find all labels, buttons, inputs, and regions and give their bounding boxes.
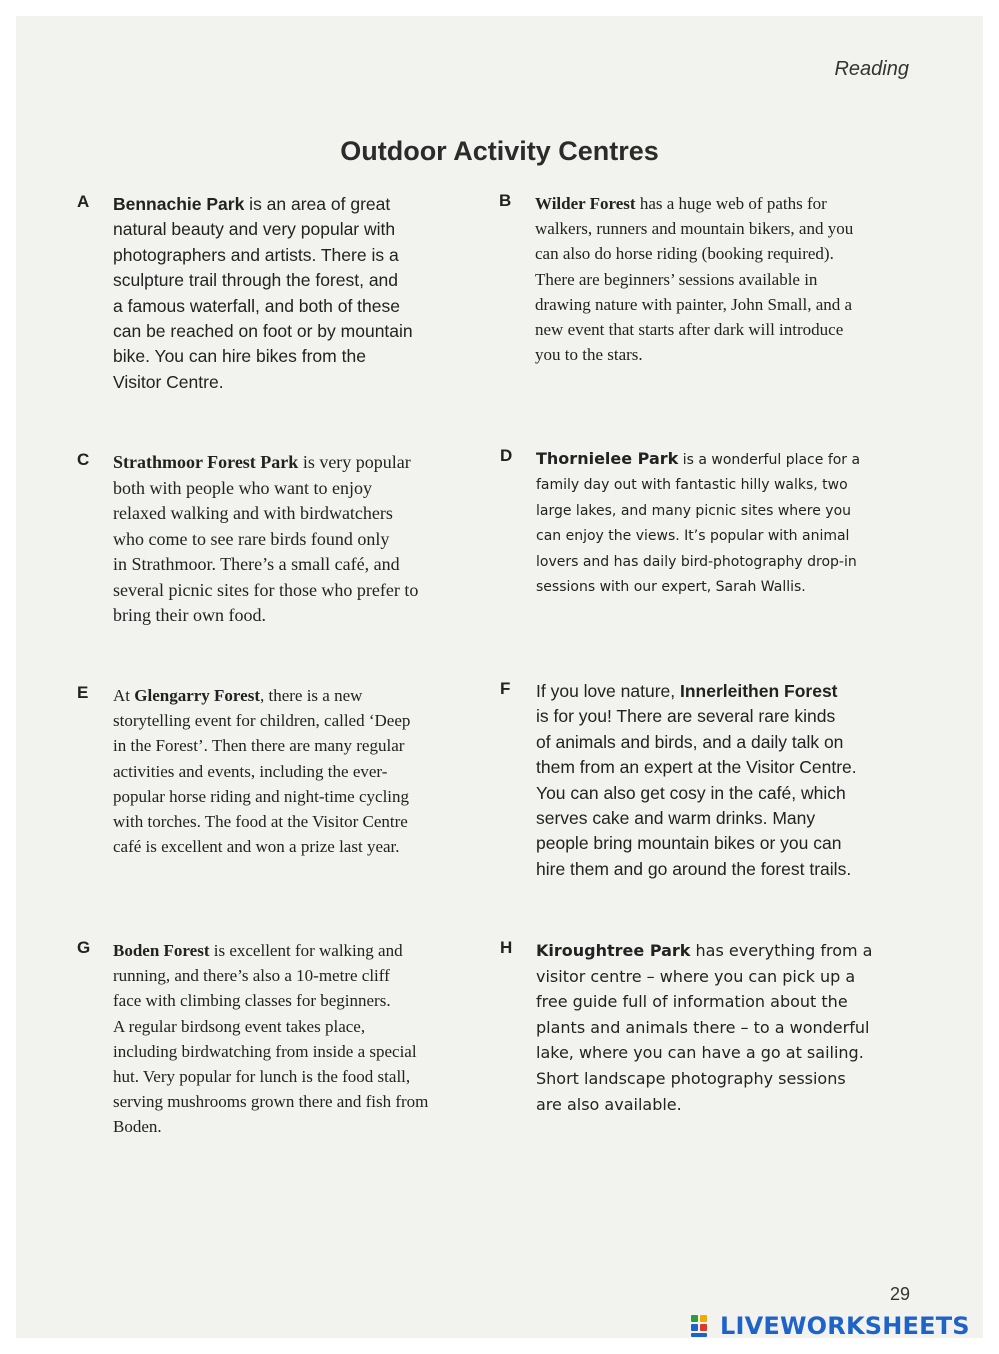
entry-line: sessions with our expert, Sarah Wallis. (536, 579, 806, 596)
entry-text (536, 938, 872, 1117)
entry-line: large lakes, and many picnic sites where you (536, 502, 852, 519)
entry-line: with torches. The food at the Visitor Centre (113, 812, 408, 832)
place-name: Bennachie Park (113, 194, 245, 214)
entry-line: running, and there’s also a 10-metre cliff (113, 966, 390, 986)
entry-line: hut. Very popular for lunch is the food stall, (113, 1067, 411, 1087)
entry-line: natural beauty and very popular with (113, 219, 396, 240)
entry-line: Wilder Forest has a huge web of paths for (535, 194, 827, 213)
entry-line: Boden. (113, 1117, 162, 1137)
entry-line: plants and animals there – to a wonderful (536, 1017, 870, 1037)
entry-line: If you love nature, Innerleithen Forest (536, 681, 838, 701)
place-name: Thornielee Park (536, 449, 679, 468)
entry-line: you to the stars. (535, 345, 643, 365)
entry-b (499, 191, 919, 381)
entry-line: Thornielee Park is a wonderful place for a (536, 449, 861, 468)
entry-line: new event that starts after dark will introduce (535, 320, 844, 340)
entry-line: both with people who want to enjoy (113, 477, 372, 498)
entry-d (500, 446, 920, 616)
entry-letter: H (500, 938, 513, 957)
entry-line: visitor centre – where you can pick up a (536, 966, 856, 986)
entry-line: serves cake and warm drinks. Many (536, 808, 816, 829)
entry-line: popular horse riding and night-time cycling (113, 786, 410, 806)
entry-line: a famous waterfall, and both of these (113, 295, 400, 316)
entry-line: There are beginners’ sessions available in (535, 269, 818, 289)
entry-line: are also available. (536, 1094, 682, 1114)
entry-letter: B (499, 191, 512, 210)
entry-letter: D (500, 446, 513, 465)
entry-line: lake, where you can have a go at sailing. (536, 1043, 864, 1063)
liveworksheets-logo-icon (690, 1313, 716, 1339)
entry-line: serving mushrooms grown there and fish from (113, 1092, 429, 1112)
entry-c (77, 450, 497, 640)
page-title: Outdoor Activity Centres (340, 136, 659, 166)
entry-text (113, 192, 413, 395)
entry-line: bring their own food. (113, 605, 266, 625)
entry-line: can enjoy the views. It’s popular with animal (536, 528, 850, 545)
entry-line: can be reached on foot or by mountain (113, 321, 413, 342)
entry-text (113, 450, 418, 629)
entry-letter: G (77, 938, 91, 957)
entry-line: hire them and go around the forest trails. (536, 858, 852, 879)
section-label: Reading (834, 58, 909, 80)
entry-letter: E (77, 683, 89, 702)
place-name: Strathmoor Forest Park (113, 452, 299, 472)
entry-line: You can also get cosy in the café, which (536, 782, 846, 803)
entry-h (500, 938, 940, 1128)
entry-line: bike. You can hire bikes from the (113, 346, 366, 367)
entry-line: Boden Forest is excellent for walking and (113, 941, 403, 960)
entry-line: sculpture trail through the forest, and (113, 270, 399, 291)
liveworksheets-watermark (690, 1312, 970, 1340)
entry-line: Strathmoor Forest Park is very popular (113, 452, 411, 472)
entry-line: people bring mountain bikes or you can (536, 833, 842, 854)
entry-line: face with climbing classes for beginners. (113, 991, 391, 1011)
place-name: Glengarry Forest (134, 686, 260, 705)
entry-line: Short landscape photography sessions (536, 1068, 846, 1088)
entry-letter: F (500, 679, 511, 698)
entry-line: Kiroughtree Park has everything from a (536, 941, 873, 960)
entry-line: relaxed walking and with birdwatchers (113, 503, 393, 523)
entry-line: lovers and has daily bird-photography drop-in (536, 553, 857, 570)
entry-line: A regular birdsong event takes place, (113, 1016, 366, 1036)
entry-line: can also do horse riding (booking required). (535, 244, 834, 264)
entry-line: including birdwatching from inside a special (113, 1041, 417, 1061)
entry-line: café is excellent and won a prize last year. (113, 837, 400, 857)
worksheet-page (16, 16, 983, 1338)
entry-line: who come to see rare birds found only (113, 528, 390, 549)
entry-text (536, 679, 857, 882)
entry-line: photographers and artists. There is a (113, 244, 399, 265)
entry-line: Visitor Centre. (113, 371, 224, 392)
entry-line: storytelling event for children, called ‘Deep (113, 711, 411, 731)
entry-text (535, 191, 853, 367)
entry-a (77, 192, 497, 402)
entry-line: family day out with fantastic hilly walks, two (536, 477, 848, 494)
entry-text (113, 683, 410, 859)
place-name: Innerleithen Forest (679, 681, 838, 701)
place-name: Wilder Forest (535, 194, 636, 213)
watermark-text: LIVEWORKSHEETS (720, 1312, 970, 1340)
entry-text (113, 938, 428, 1140)
entry-line: them from an expert at the Visitor Centre. (536, 757, 857, 778)
entry-line: free guide full of information about the (536, 992, 848, 1012)
entry-e (77, 683, 497, 873)
entry-letter: C (77, 450, 90, 469)
entry-line: is for you! There are several rare kinds (536, 706, 836, 727)
entry-line: of animals and birds, and a daily talk on (536, 731, 844, 752)
page-number: 29 (890, 1284, 911, 1304)
entry-line: drawing nature with painter, John Small, and a (535, 294, 853, 314)
entry-letter: A (77, 192, 90, 211)
entry-g (77, 938, 507, 1148)
entry-line: Bennachie Park is an area of great (113, 194, 391, 214)
entry-line: in Strathmoor. There’s a small café, and (113, 554, 400, 574)
place-name: Kiroughtree Park (536, 941, 691, 960)
entry-line: several picnic sites for those who prefer to (113, 579, 419, 600)
entry-line: activities and events, including the ever- (113, 761, 388, 781)
entry-line: in the Forest’. Then there are many regular (113, 736, 405, 756)
entry-f (500, 679, 940, 889)
place-name: Boden Forest (113, 941, 210, 960)
entry-line: walkers, runners and mountain bikers, and you (535, 219, 854, 239)
entry-line: At Glengarry Forest, there is a new (113, 686, 363, 705)
entry-text (536, 446, 860, 600)
